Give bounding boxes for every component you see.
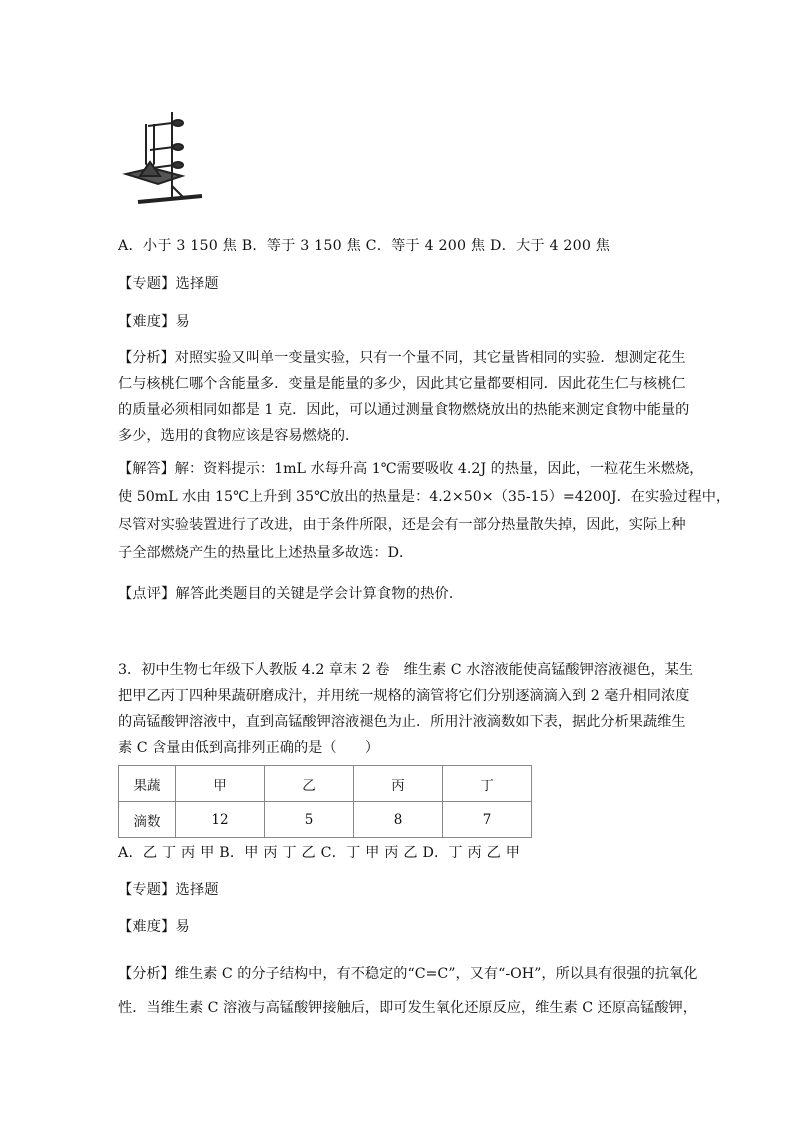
q3-difficulty: 【难度】易 bbox=[118, 919, 190, 935]
q2-options: A．小于 3 150 焦 B．等于 3 150 焦 C．等于 4 200 焦 D．大于 4 200 焦 bbox=[118, 238, 611, 254]
table-cell: 果蔬 bbox=[119, 766, 176, 802]
q3-stem bbox=[118, 657, 694, 761]
q2-answer-line: 使 50mL 水由 15℃上升到 35℃放出的热量是：4.2×50×（35-15）=4200J．在实验过程中， bbox=[118, 489, 731, 505]
q2-answer-line: 子全部燃烧产生的热量比上述热量多故选：D． bbox=[118, 545, 414, 561]
table-cell: 丁 bbox=[443, 766, 532, 802]
q2-answer-line: 尽管对实验装置进行了改进，由于条件所限，还是会有一部分热量散失掉，因此，实际上种 bbox=[118, 517, 686, 533]
q3-analysis-line: 【分析】维生素 C 的分子结构中，有不稳定的“C=C”，又有“-OH”，所以具有很强的抗氧化 bbox=[118, 966, 698, 982]
q3-stem-line: 3．初中生物七年级下人教版 4.2 章末 2 卷 维生素 C 水溶液能使高锰酸钾溶液褪色，某生 bbox=[118, 662, 694, 678]
q3-options: A．乙 丁 丙 甲 B．甲 丙 丁 乙 C．丁 甲 丙 乙 D．丁 丙 乙 甲 bbox=[118, 845, 521, 861]
table-cell: 滴数 bbox=[119, 802, 176, 838]
table-row bbox=[119, 802, 532, 838]
table-cell: 7 bbox=[443, 802, 532, 838]
table-header-row bbox=[119, 766, 532, 802]
q2-difficulty: 【难度】易 bbox=[118, 314, 190, 330]
table-cell: 5 bbox=[265, 802, 354, 838]
q2-analysis-line: 【分析】对照实验又叫单一变量实验，只有一个量不同，其它量皆相同的实验．想测定花生 bbox=[118, 350, 686, 366]
q2-answer-line: 【解答】解：资料提示：1mL 水每升高 1℃需要吸收 4.2J 的热量，因此，一粒花生米燃烧， bbox=[118, 461, 704, 477]
q3-stem-line: 把甲乙丙丁四种果蔬研磨成汁，并用统一规格的滴管将它们分别逐滴滴入到 2 毫升相同浓度 bbox=[118, 688, 690, 704]
q3-analysis-line: 性．当维生素 C 溶液与高锰酸钾接触后，即可发生氧化还原反应，维生素 C 还原高锰酸钾， bbox=[118, 1000, 697, 1016]
q2-topic: 【专题】选择题 bbox=[118, 276, 219, 292]
q2-analysis-line: 多少，选用的食物应该是容易燃烧的． bbox=[118, 428, 360, 444]
q3-stem-line: 的高锰酸钾溶液中，直到高锰酸钾溶液褪色为止．所用汁液滴数如下表，据此分析果蔬维生 bbox=[118, 714, 686, 730]
q2-analysis-line: 仁与核桃仁哪个含能量多．变量是能量的多少，因此其它量都要相同．因此花生仁与核桃仁 bbox=[118, 376, 686, 392]
q2-comment: 【点评】解答此类题目的关键是学会计算食物的热价． bbox=[118, 586, 464, 602]
q3-topic: 【专题】选择题 bbox=[118, 882, 219, 898]
burning-experiment-apparatus-figure bbox=[118, 110, 210, 220]
q2-analysis bbox=[118, 345, 690, 449]
table-cell: 丙 bbox=[354, 766, 443, 802]
table-cell: 12 bbox=[176, 802, 265, 838]
q2-answer bbox=[118, 455, 731, 567]
table-cell: 甲 bbox=[176, 766, 265, 802]
table-cell: 乙 bbox=[265, 766, 354, 802]
table-cell: 8 bbox=[354, 802, 443, 838]
q3-analysis bbox=[118, 957, 698, 1025]
q3-data-table bbox=[118, 765, 532, 838]
q3-stem-line: 素 C 含量由低到高排列正确的是（ ） bbox=[118, 740, 380, 756]
q2-analysis-line: 的质量必须相同如都是 1 克．因此，可以通过测量食物燃烧放出的热能来测定食物中能量的 bbox=[118, 402, 690, 418]
